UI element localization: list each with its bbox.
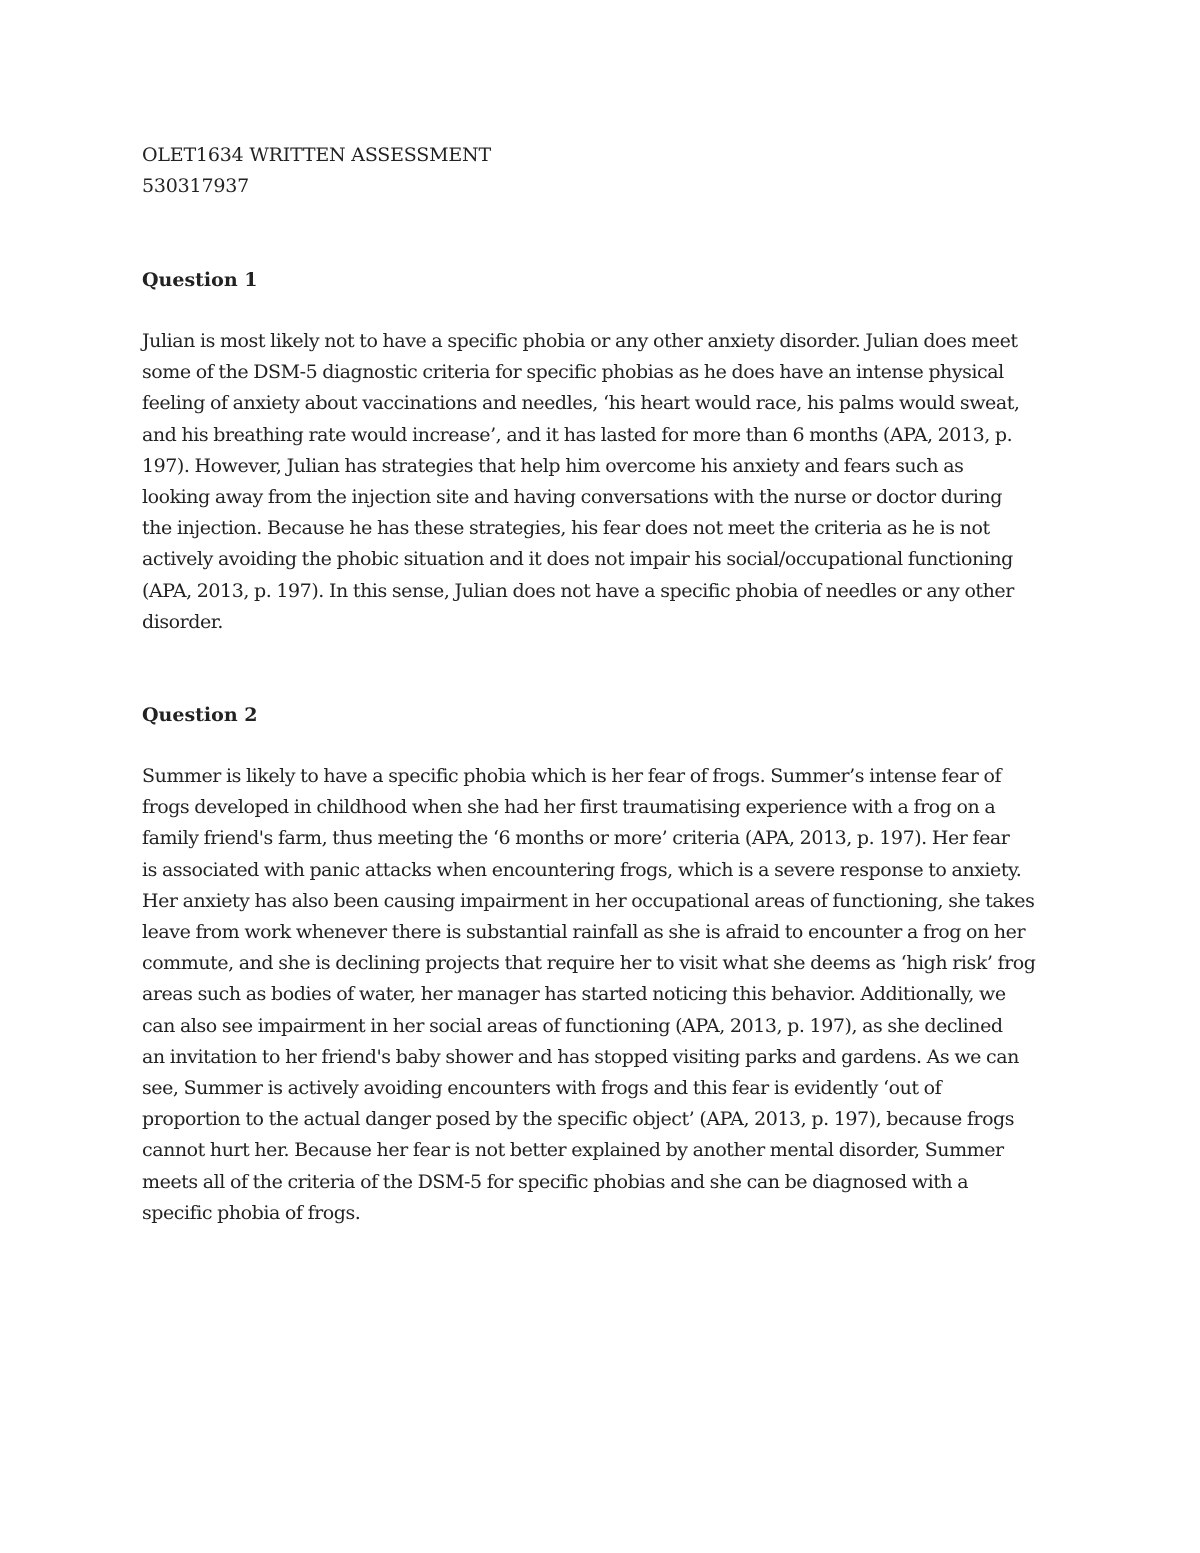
answer-line: commute, and she is declining projects that require her to visit what she deems as ‘high risk’ frog <box>142 952 1036 975</box>
answer-line: specific phobia of frogs. <box>142 1201 361 1224</box>
answer-line: family friend's farm, thus meeting the ‘6 months or more’ criteria (APA, 2013, p. 197). Her fear <box>142 827 1010 850</box>
answer-line: some of the DSM-5 diagnostic criteria for specific phobias as he does have an intense physical <box>142 361 1004 384</box>
answer-line: frogs developed in childhood when she had her first traumatising experience with a frog on a <box>142 796 996 819</box>
student-id: 530317937 <box>142 175 249 197</box>
answer-line: Summer is likely to have a specific phobia which is her fear of frogs. Summer’s intense fear of <box>142 765 1002 788</box>
question-2-answer <box>142 761 1062 1229</box>
answer-line: areas such as bodies of water, her manager has started noticing this behavior. Additionally, we <box>142 983 1006 1006</box>
answer-line: meets all of the criteria of the DSM-5 for specific phobias and she can be diagnosed with a <box>142 1170 969 1193</box>
course-title: OLET1634 WRITTEN ASSESSMENT <box>142 144 491 166</box>
answer-line: Her anxiety has also been causing impairment in her occupational areas of functioning, she takes <box>142 889 1035 912</box>
document-page <box>142 140 1062 1229</box>
answer-line: is associated with panic attacks when encountering frogs, which is a severe response to anxiety. <box>142 858 1022 881</box>
question-1-heading: Question 1 <box>142 269 258 291</box>
question-2-heading: Question 2 <box>142 704 258 727</box>
answer-line: see, Summer is actively avoiding encounters with frogs and this fear is evidently ‘out of <box>142 1077 942 1100</box>
answer-line: the injection. Because he has these strategies, his fear does not meet the criteria as he is not <box>142 517 990 540</box>
answer-line: proportion to the actual danger posed by the specific object’ (APA, 2013, p. 197), because frogs <box>142 1108 1015 1131</box>
question-1-answer <box>142 326 1062 638</box>
answer-line: cannot hurt her. Because her fear is not better explained by another mental disorder, Summer <box>142 1139 1004 1162</box>
answer-line: can also see impairment in her social areas of functioning (APA, 2013, p. 197), as she declined <box>142 1014 1003 1037</box>
answer-line: Julian is most likely not to have a specific phobia or any other anxiety disorder. Julian does meet <box>142 330 1018 352</box>
answer-line: leave from work whenever there is substantial rainfall as she is afraid to encounter a frog on her <box>142 921 1026 944</box>
answer-line: disorder. <box>142 610 223 633</box>
answer-line: (APA, 2013, p. 197). In this sense, Julian does not have a specific phobia of needles or any other <box>142 579 1014 602</box>
answer-line: and his breathing rate would increase’, and it has lasted for more than 6 months (APA, 2013, p. <box>142 423 1013 446</box>
answer-line: looking away from the injection site and having conversations with the nurse or doctor during <box>142 486 1003 509</box>
answer-line: actively avoiding the phobic situation and it does not impair his social/occupational functioning <box>142 548 1013 571</box>
answer-line: 197). However, Julian has strategies that help him overcome his anxiety and fears such as <box>142 454 964 477</box>
answer-line: feeling of anxiety about vaccinations and needles, ‘his heart would race, his palms would sweat, <box>142 392 1020 415</box>
answer-line: an invitation to her friend's baby shower and has stopped visiting parks and gardens. As we can <box>142 1045 1019 1068</box>
